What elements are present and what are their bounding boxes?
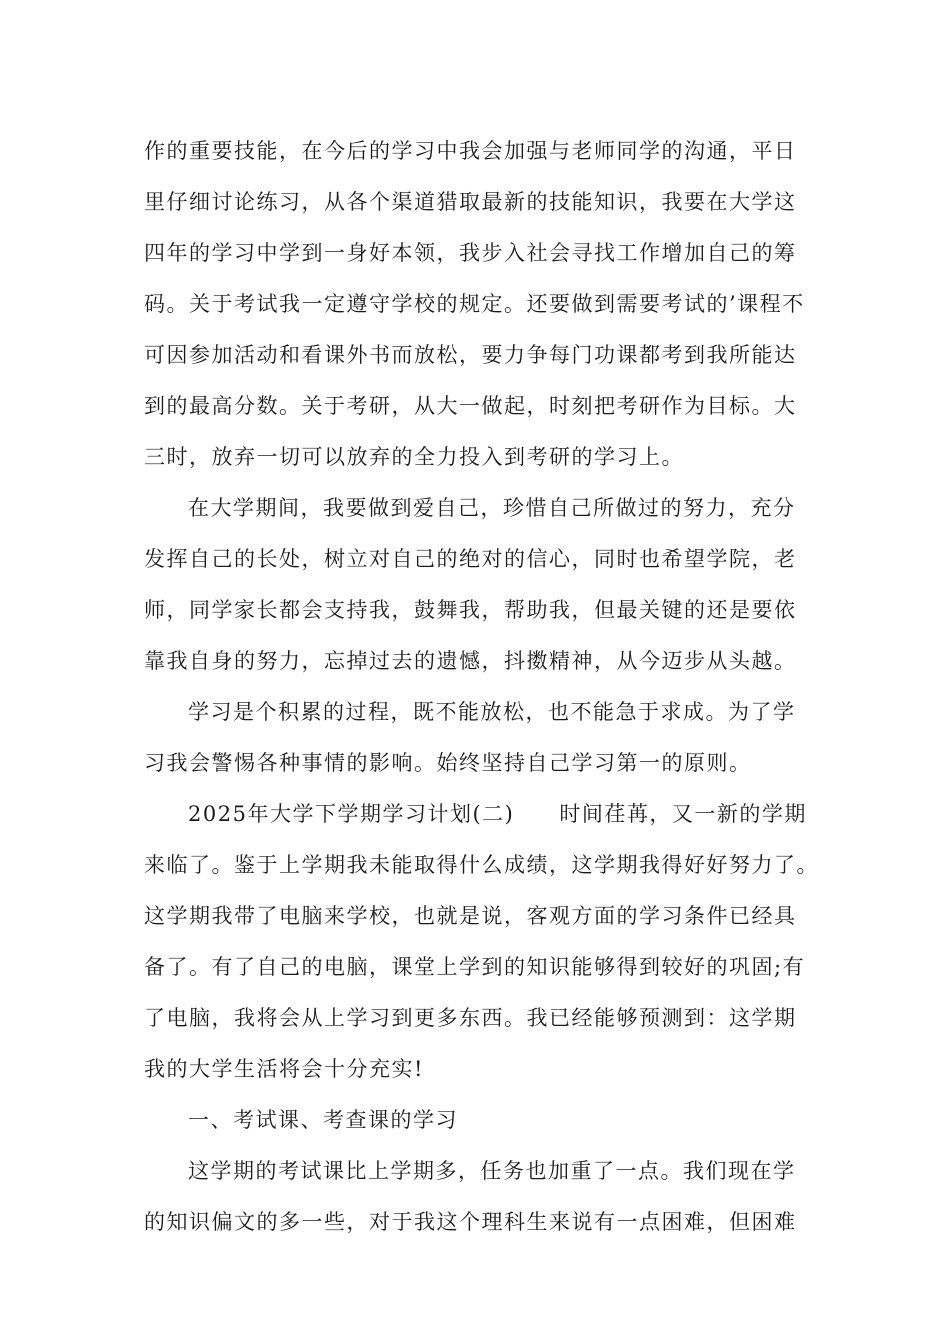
text-line: 码。关于考试我一定遵守学校的规定。还要做到需要考试的’课程不: [144, 292, 805, 316]
text-line: 学习是个积累的过程，既不能放松，也不能急于求成。为了学: [188, 700, 796, 724]
text-line: 了电脑，我将会从上学习到更多东西。我已经能够预测到：这学期: [144, 1006, 797, 1030]
heading-line: 一、考试课、考查课的学习: [188, 1108, 458, 1132]
text-line: 这学期我带了电脑来学校，也就是说，客观方面的学习条件已经具: [144, 904, 797, 928]
paragraph-1: [144, 126, 816, 483]
paragraph-6: [144, 1146, 816, 1248]
text-line: 三时，放弃一切可以放弃的全力投入到考研的学习上。: [144, 445, 684, 469]
text-line: 靠我自身的努力，忘掉过去的遗憾，抖擞精神，从今迈步从头越。: [144, 649, 797, 673]
text-line: 我的大学生活将会十分充实!: [144, 1057, 424, 1081]
text-line: 可因参加活动和看课外书而放松，要力争每门功课都考到我所能达: [144, 343, 797, 367]
text-line: 这学期的考试课比上学期多，任务也加重了一点。我们现在学: [188, 1159, 796, 1183]
paragraph-3: [144, 687, 816, 789]
text-line: 发挥自己的长处，树立对自己的绝对的信心，同时也希望学院，老: [144, 547, 797, 571]
text-line: 2025年大学下学期学习计划(二) 时间荏苒，又一新的学期: [188, 802, 807, 826]
paragraph-2: [144, 483, 816, 687]
document-body: [144, 126, 819, 1248]
section-heading: [144, 1095, 816, 1146]
text-line: 四年的学习中学到一身好本领，我步入社会寻找工作增加自己的筹: [144, 241, 797, 265]
text-line: 来临了。鉴于上学期我未能取得什么成绩，这学期我得好好努力了。: [144, 853, 819, 877]
text-line: 在大学期间，我要做到爱自己，珍惜自己所做过的努力，充分: [188, 496, 796, 520]
text-line: 里仔细讨论练习，从各个渠道猎取最新的技能知识，我要在大学这: [144, 190, 797, 214]
text-line: 的知识偏文的多一些，对于我这个理科生来说有一点困难，但困难: [144, 1210, 797, 1234]
text-line: 到的最高分数。关于考研，从大一做起，时刻把考研作为目标。大: [144, 394, 797, 418]
text-line: 备了。有了自己的电脑，课堂上学到的知识能够得到较好的巩固;有: [144, 955, 806, 979]
paragraph-4: [144, 789, 819, 1095]
text-line: 习我会警惕各种事情的影响。始终坚持自己学习第一的原则。: [144, 751, 752, 775]
text-line: 师，同学家长都会支持我，鼓舞我，帮助我，但最关键的还是要依: [144, 598, 797, 622]
text-line: 作的重要技能，在今后的学习中我会加强与老师同学的沟通，平日: [144, 139, 797, 163]
